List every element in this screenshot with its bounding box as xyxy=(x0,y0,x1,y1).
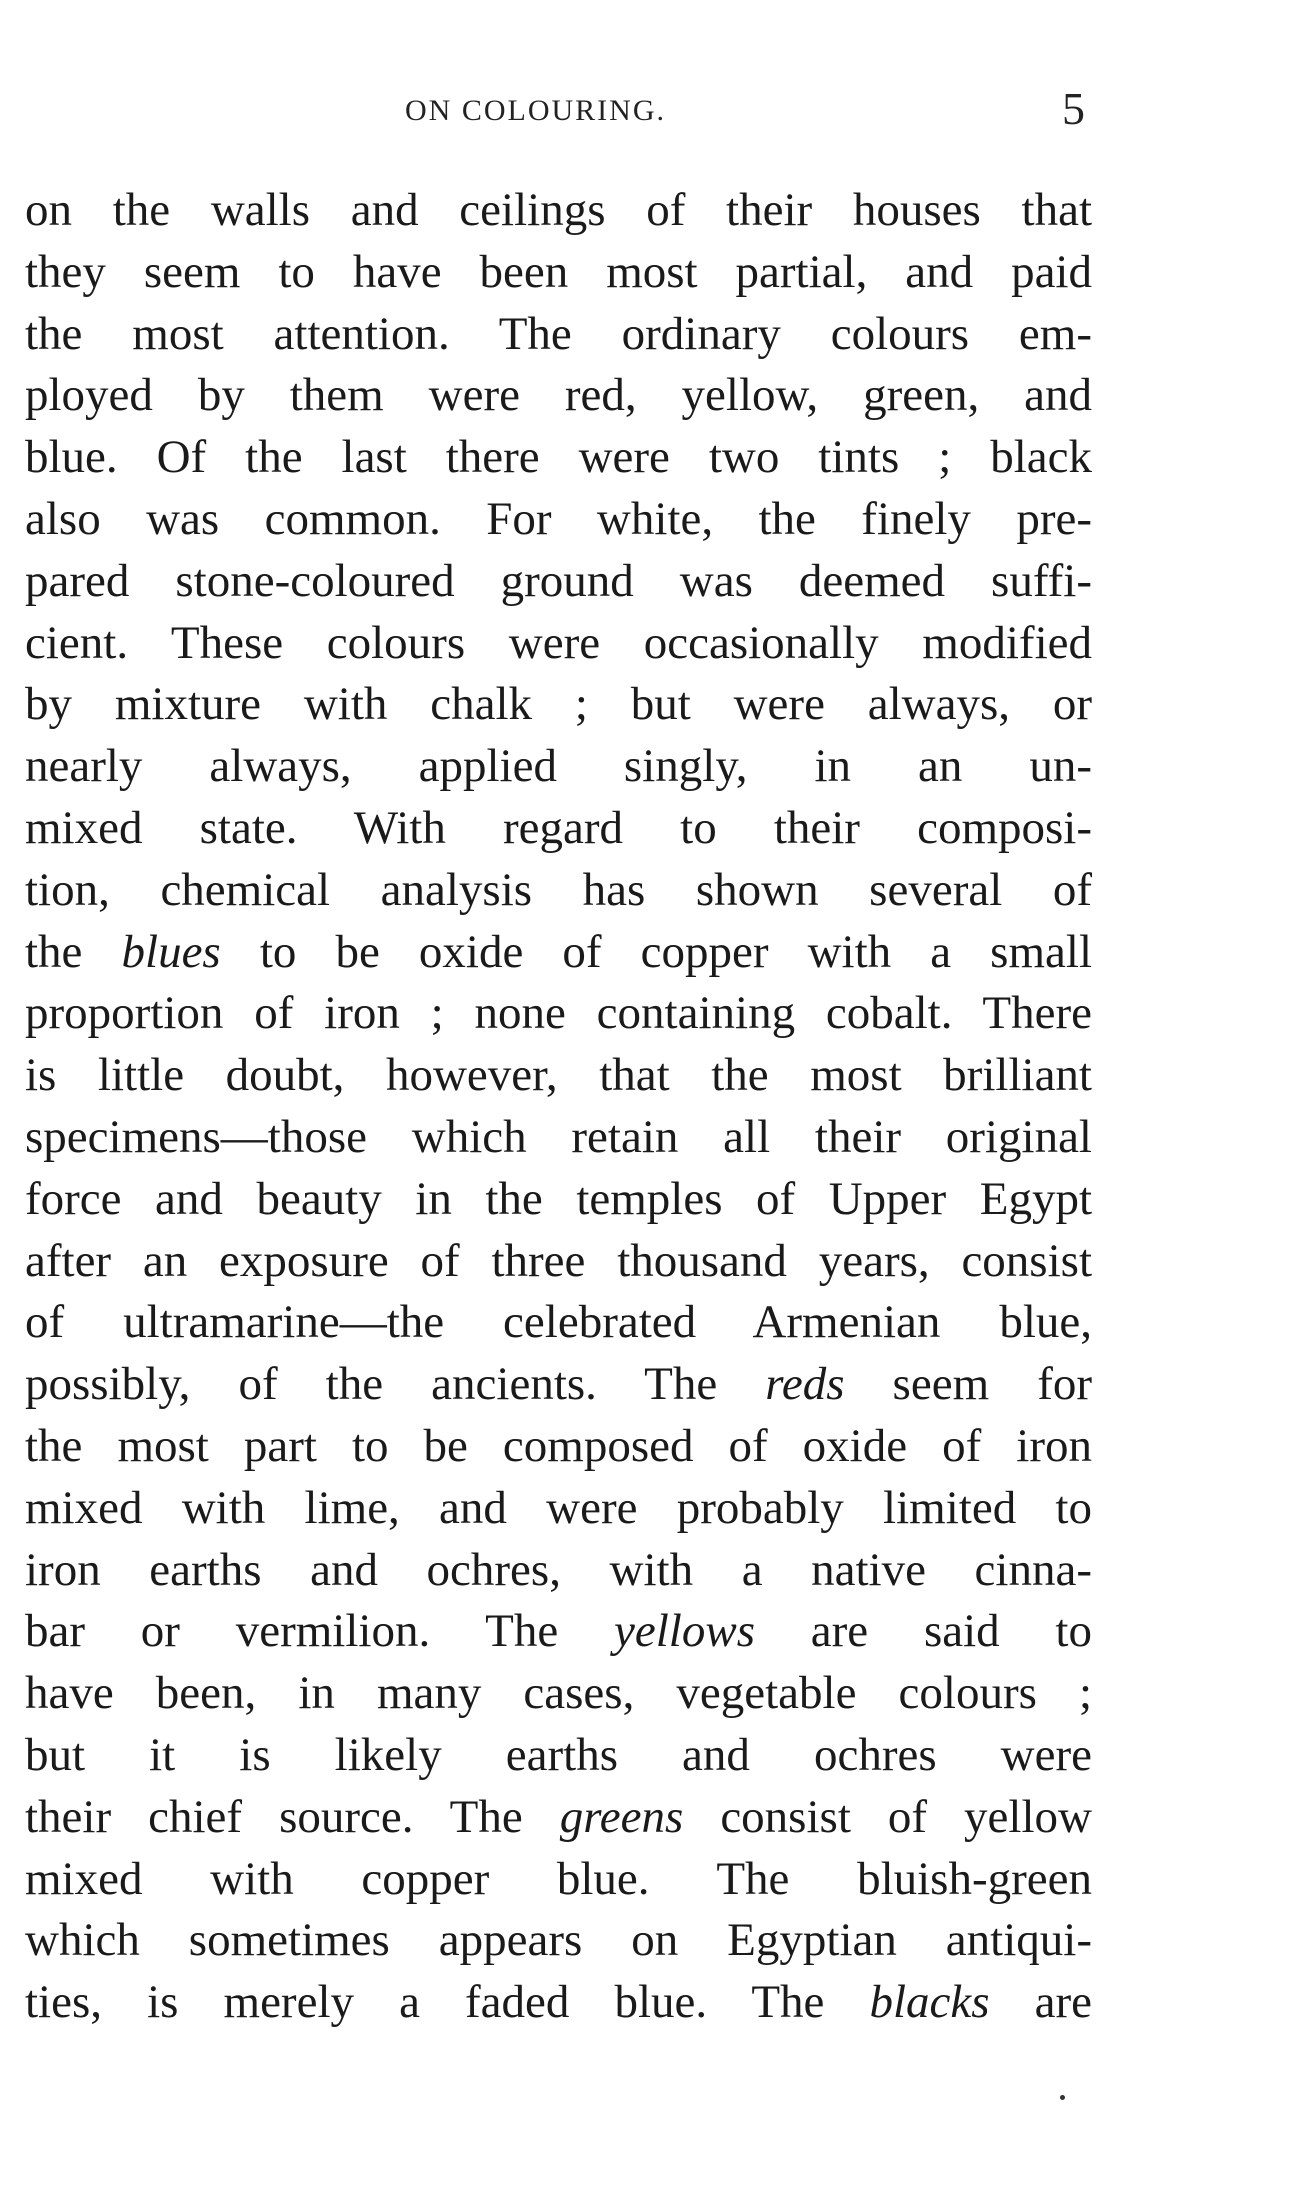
italic-word: greens xyxy=(559,1790,684,1843)
text-line: tion, chemical analysis has shown several of xyxy=(25,863,1092,916)
text-line: possibly, of the ancients. The reds seem for xyxy=(25,1358,1092,1411)
text-line: have been, in many cases, vegetable colours ; xyxy=(25,1667,1092,1720)
text-line: they seem to have been most partial, and paid xyxy=(25,245,1092,298)
text-line: proportion of iron ; none containing cobalt. There xyxy=(25,987,1092,1040)
text-line: ties, is merely a faded blue. The blacks are xyxy=(25,1976,1092,2029)
text-line: pared stone-coloured ground was deemed suffi- xyxy=(25,554,1092,607)
text-line: also was common. For white, the finely pre- xyxy=(25,492,1092,545)
text-line: nearly always, applied singly, in an un- xyxy=(25,740,1092,793)
running-head xyxy=(0,82,1299,142)
italic-word: blacks xyxy=(869,1976,990,2029)
text-line: the blues to be oxide of copper with a small xyxy=(25,925,1092,978)
text-line: on the walls and ceilings of their houses that xyxy=(25,184,1092,236)
text-line: ployed by them were red, yellow, green, and xyxy=(25,369,1092,422)
running-head-title: ON COLOURING. xyxy=(405,94,666,127)
text-line: after an exposure of three thousand years, consist xyxy=(25,1234,1092,1287)
text-line: cient. These colours were occasionally modified xyxy=(25,616,1092,669)
text-line: is little doubt, however, that the most brilliant xyxy=(25,1049,1092,1102)
print-speck xyxy=(1060,2095,1065,2100)
italic-word: reds xyxy=(765,1358,845,1411)
text-line: mixed state. With regard to their composi- xyxy=(25,801,1092,854)
text-line: their chief source. The greens consist of yellow xyxy=(25,1790,1092,1843)
page-number: 5 xyxy=(1062,83,1085,134)
text-line: the most part to be composed of oxide of iron xyxy=(25,1419,1092,1472)
text-line: blue. Of the last there were two tints ; black xyxy=(25,431,1092,484)
italic-word: blues xyxy=(121,925,221,978)
text-line: mixed with copper blue. The bluish-green xyxy=(25,1852,1092,1905)
italic-word: yellows xyxy=(614,1605,755,1658)
text-line: force and beauty in the temples of Upper Egypt xyxy=(25,1172,1092,1225)
text-line: of ultramarine—the celebrated Armenian blue, xyxy=(25,1296,1092,1349)
text-line: which sometimes appears on Egyptian antiqui- xyxy=(25,1914,1092,1967)
text-line: the most attention. The ordinary colours em- xyxy=(25,307,1092,360)
body-text xyxy=(25,180,1092,2034)
text-line: mixed with lime, and were probably limited to xyxy=(25,1481,1092,1534)
text-line: iron earths and ochres, with a native cinna- xyxy=(25,1543,1092,1596)
text-line: but it is likely earths and ochres were xyxy=(25,1728,1092,1781)
text-line: by mixture with chalk ; but were always, or xyxy=(25,678,1092,731)
text-line: bar or vermilion. The yellows are said to xyxy=(25,1605,1092,1658)
text-line: specimens—those which retain all their original xyxy=(25,1110,1092,1163)
